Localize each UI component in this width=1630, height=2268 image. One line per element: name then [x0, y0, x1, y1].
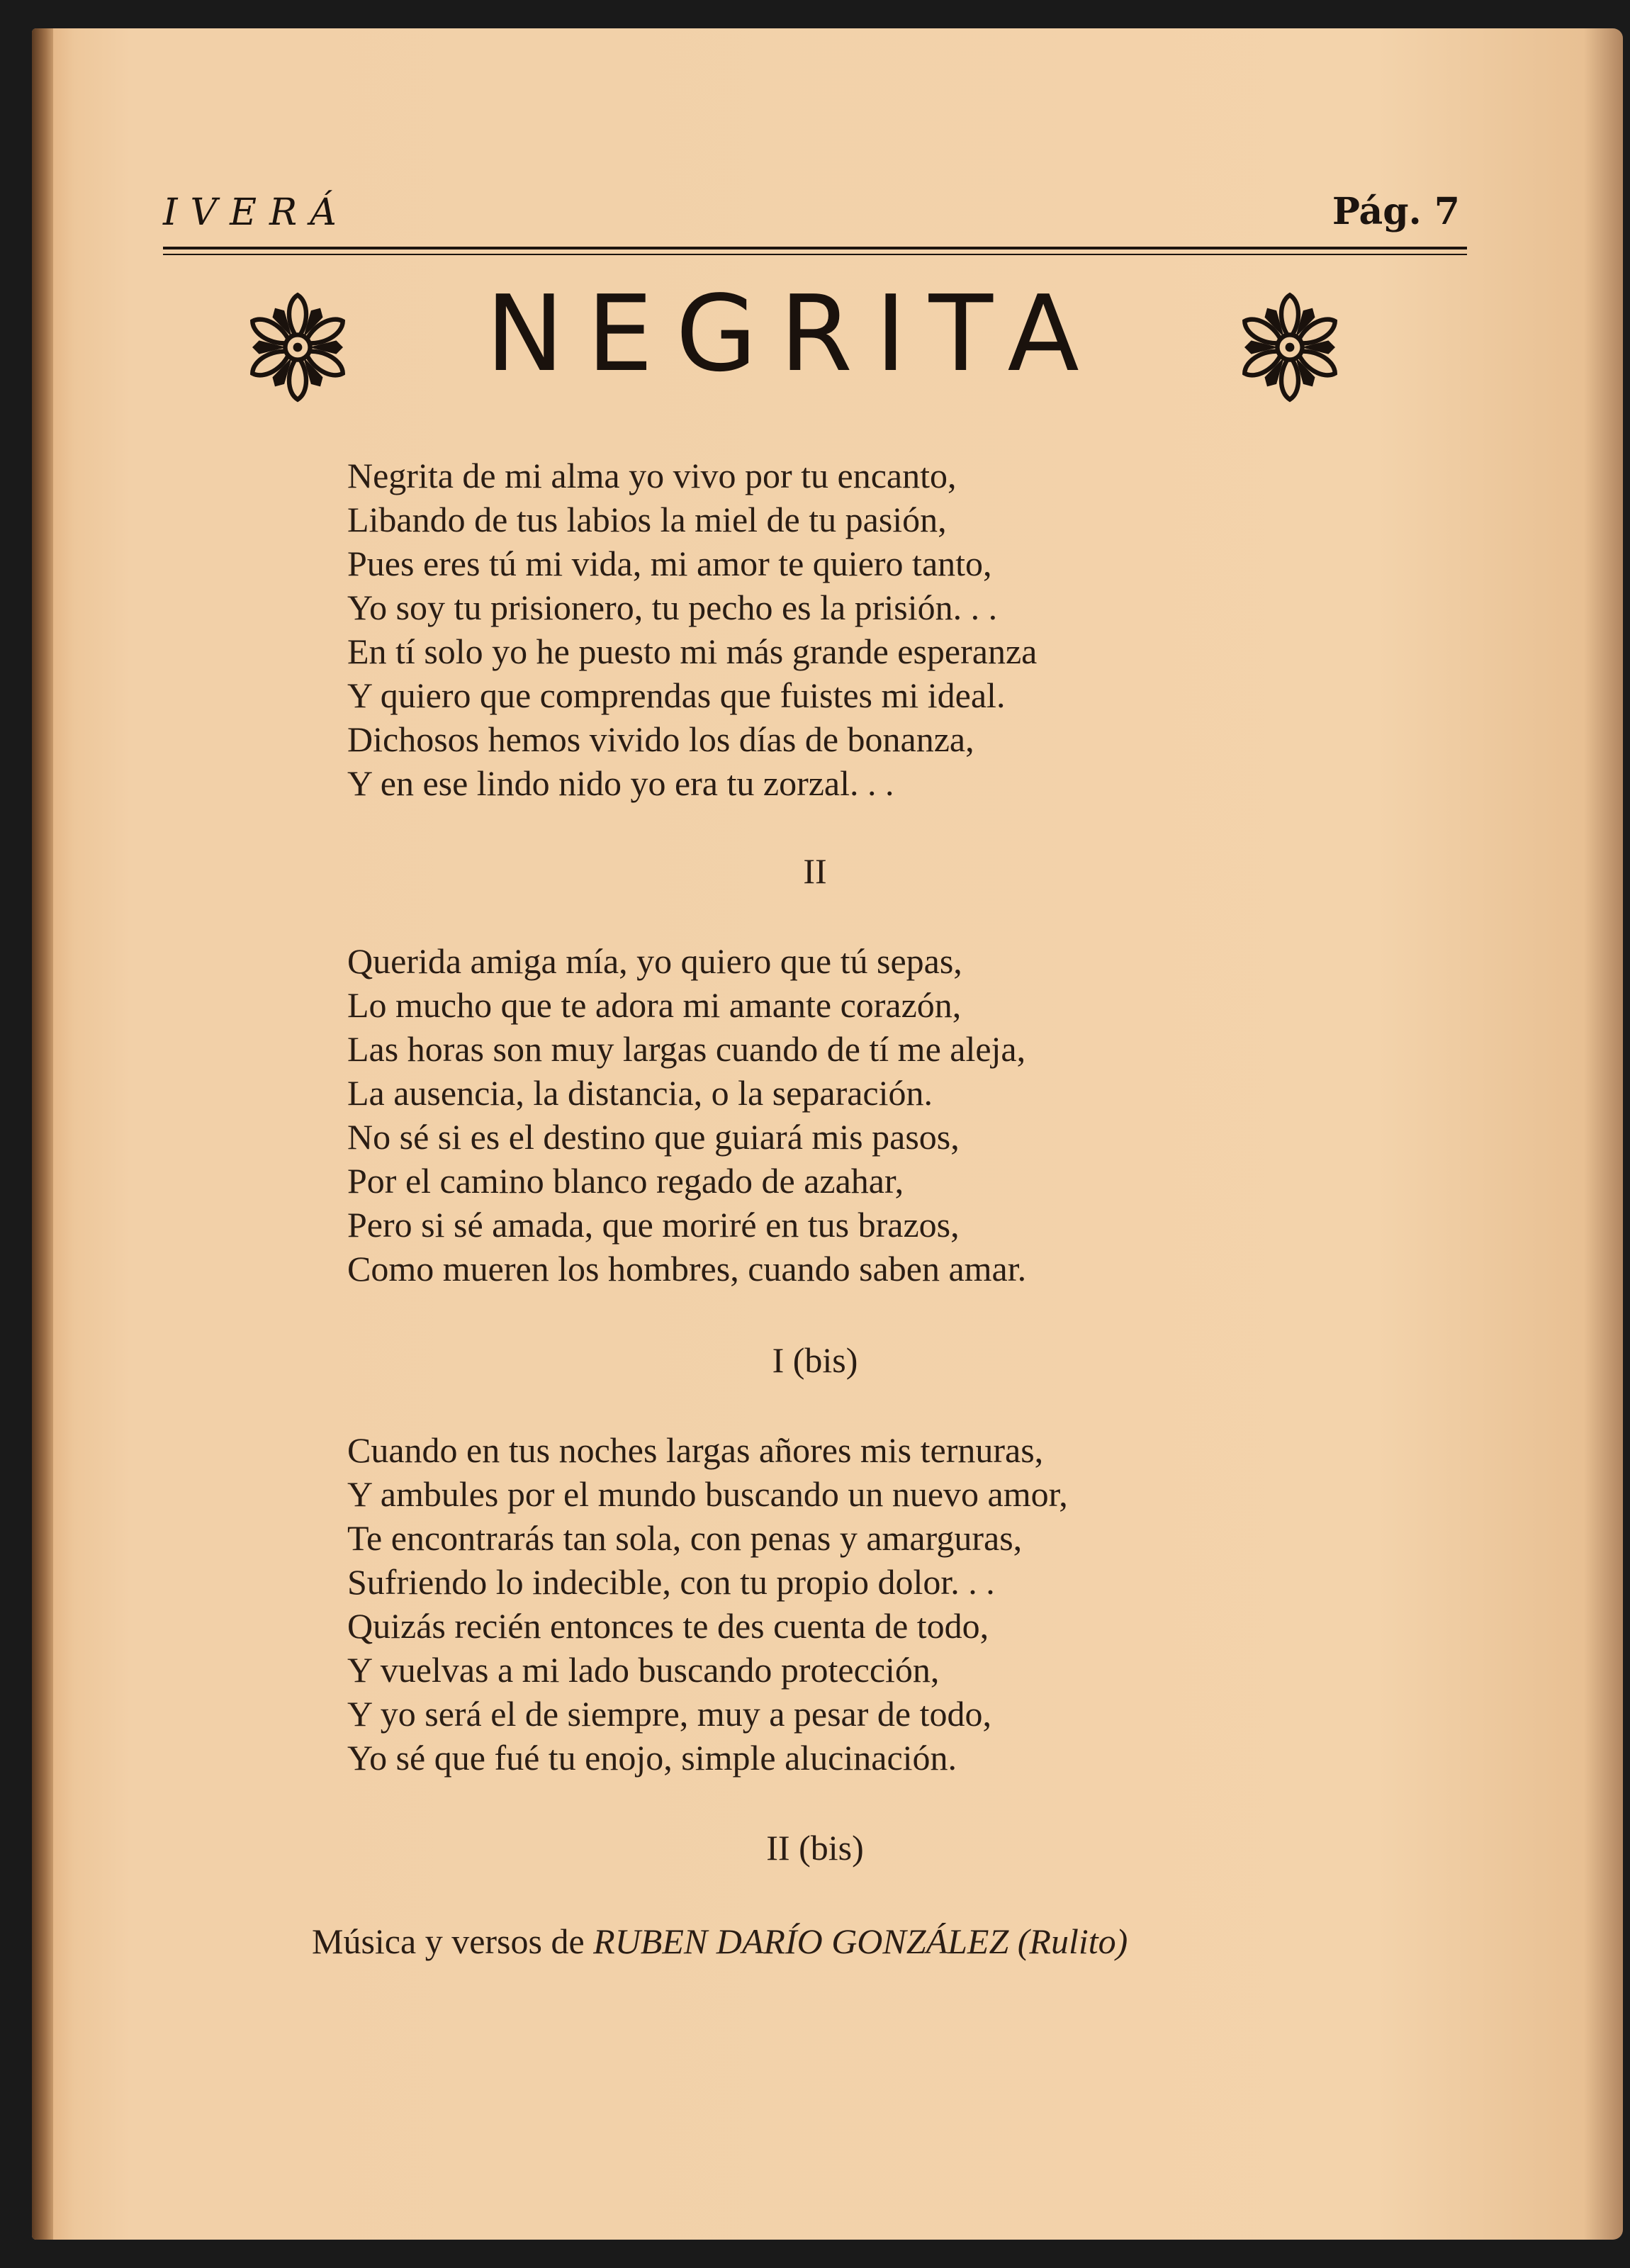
verse-line: Te encontrarás tan sola, con penas y amarguras,: [347, 1518, 1023, 1558]
stanza-1: [347, 454, 1269, 805]
stanza-3: [347, 1428, 1269, 1780]
verse-line: Y en ese lindo nido yo era tu zorzal. . .: [347, 763, 894, 803]
verse-line: Negrita de mi alma yo vivo por tu encanto,: [347, 456, 957, 495]
verse-line: Yo sé que fué tu enojo, simple alucinación.: [347, 1738, 957, 1778]
verse-line: Las horas son muy largas cuando de tí me aleja,: [347, 1029, 1026, 1069]
verse-line: Lo mucho que te adora mi amante corazón,: [347, 985, 962, 1025]
verse-line: Sufriendo lo indecible, con tu propio dolor. . .: [347, 1562, 995, 1602]
flower-ornament-icon: [1233, 291, 1347, 404]
verse-line: Como mueren los hombres, cuando saben amar.: [347, 1249, 1027, 1289]
poem-title: NEGRITA: [485, 273, 1102, 395]
credit-line: [312, 1921, 1128, 1962]
verse-line: Querida amiga mía, yo quiero que tú sepas,: [347, 941, 962, 981]
credit-author: RUBEN DARÍO GONZÁLEZ (Rulito): [593, 1921, 1128, 1961]
page-number: Pág. 7: [1332, 190, 1460, 233]
verse-line: Y vuelvas a mi lado buscando protección,: [347, 1650, 940, 1690]
stanza-marker: II: [803, 851, 827, 891]
verse-line: Pues eres tú mi vida, mi amor te quiero tanto,: [347, 544, 992, 583]
verse-line: No sé si es el destino que guiará mis pasos,: [347, 1117, 960, 1157]
header-rule: [163, 247, 1467, 249]
verse-line: La ausencia, la distancia, o la separación.: [347, 1073, 933, 1113]
verse-line: Yo soy tu prisionero, tu pecho es la prisión. . .: [347, 588, 998, 627]
title-row: [213, 269, 1375, 411]
book-spine: [32, 28, 53, 2240]
verse-line: En tí solo yo he puesto mi más grande esperanza: [347, 631, 1038, 671]
verse-line: Dichosos hemos vivido los días de bonanza,: [347, 719, 974, 759]
journal-name: IVERÁ: [163, 191, 349, 234]
verse-line: Libando de tus labios la miel de tu pasión,: [347, 500, 947, 539]
verse-line: Y ambules por el mundo buscando un nuevo amor,: [347, 1474, 1068, 1514]
stanza-2: [347, 939, 1269, 1291]
verse-line: Y quiero que comprendas que fuistes mi ideal.: [347, 675, 1006, 715]
closing-marker: II (bis): [766, 1828, 864, 1868]
verse-line: Quizás recién entonces te des cuenta de todo,: [347, 1606, 989, 1646]
credit-prefix: Música y versos de: [312, 1921, 594, 1961]
page-header: [163, 163, 1467, 241]
verse-line: Pero si sé amada, que moriré en tus brazos,: [347, 1205, 960, 1245]
verse-line: Por el camino blanco regado de azahar,: [347, 1161, 904, 1201]
verse-line: Cuando en tus noches largas añores mis ternuras,: [347, 1430, 1044, 1470]
header-rule-thin: [163, 254, 1467, 255]
stanza-marker: I (bis): [772, 1340, 858, 1380]
verse-line: Y yo será el de siempre, muy a pesar de todo,: [347, 1694, 991, 1734]
